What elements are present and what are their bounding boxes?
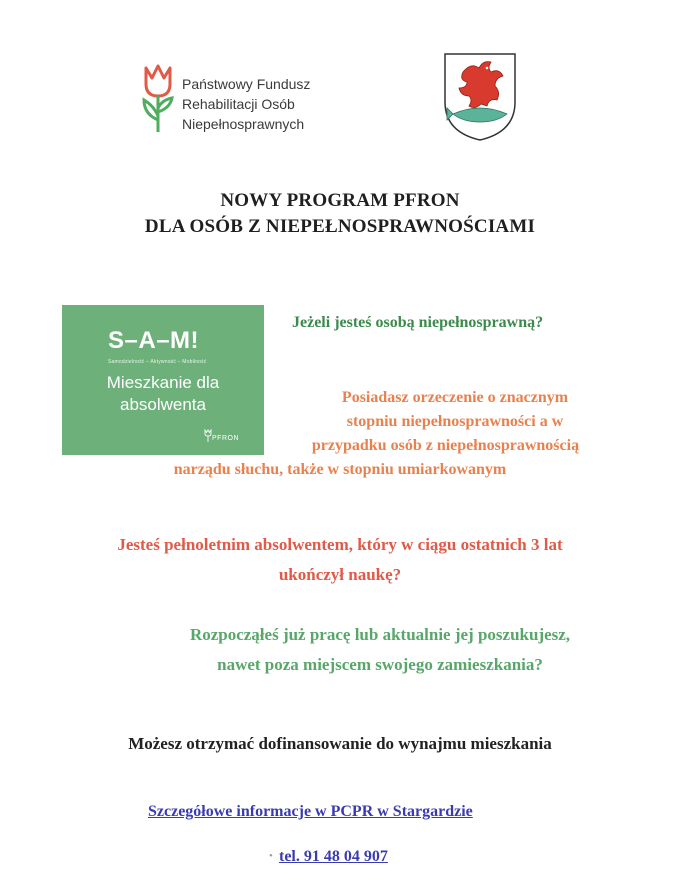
pfron-logo [138, 62, 338, 140]
title-line-2: DLA OSÓB Z NIEPEŁNOSPRAWNOŚCIAMI [144, 216, 536, 237]
sam-program-banner [62, 305, 264, 455]
pfron-logo-line-3: Niepełnosprawnych [182, 116, 305, 132]
info-link[interactable]: Szczegółowe informacje w PCPR w Stargardzie [148, 803, 473, 820]
graduate-line-2: ukończył naukę? [278, 565, 402, 584]
phone-link[interactable]: tel. 91 48 04 907 [279, 848, 388, 865]
requirement-line-2: stopniu niepełnosprawności a w [346, 413, 564, 430]
sam-subtitle: Samodzielność – Aktywność – Mobilność [108, 359, 207, 365]
graduate-line-1: Jesteś pełnoletnim absolwentem, który w ciągu ostatnich 3 lat [117, 535, 563, 554]
coat-of-arms [443, 52, 517, 142]
bullet-dot: • [269, 850, 273, 862]
question-disability: Jeżeli jesteś osobą niepełnosprawną? [292, 314, 544, 331]
sam-brand: PFRON [212, 435, 239, 442]
work-line-2: nawet poza miejscem swojego zamieszkania? [217, 655, 543, 674]
requirement-line-4: narządu słuchu, także w stopniu umiarkowanym [173, 461, 507, 478]
sam-title-line-2: absolwenta [119, 395, 206, 414]
requirement-line-1: Posiadasz orzeczenie o znacznym [341, 389, 569, 406]
griffin-coat-of-arms-icon [443, 52, 517, 142]
pfron-logo-line-1: Państwowy Fundusz [182, 76, 311, 92]
tulip-icon [138, 62, 178, 138]
work-line-1: Rozpocząłeś już pracę lub aktualnie jej poszukujesz, [189, 625, 571, 644]
sam-heading: S–A–M! [108, 327, 200, 354]
tulip-icon [204, 429, 212, 443]
page-title [0, 188, 680, 240]
requirement-line-3: przypadku osób z niepełnosprawnością [311, 437, 580, 454]
title-line-1: NOWY PROGRAM PFRON [220, 190, 460, 211]
offer-text: Możesz otrzymać dofinansowanie do wynajmu mieszkania [128, 734, 552, 753]
pfron-logo-line-2: Rehabilitacji Osób [182, 96, 295, 112]
sam-title-line-1: Mieszkanie dla [106, 373, 220, 392]
